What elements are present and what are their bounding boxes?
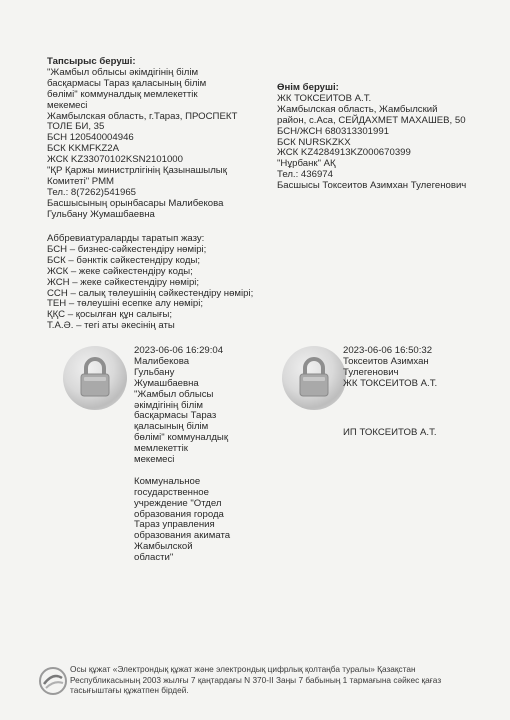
signature-seal-icon — [63, 346, 127, 410]
footer-line: Осы құжат «Электрондық құжат және электрондық цифрлық қолтаңба туралы» Қазақстан — [70, 664, 416, 674]
producer-line: район, с.Аса, СЕЙДАХМЕТ МАХАШЕВ, 50 — [277, 114, 466, 126]
signature-line: Гульбану — [134, 366, 175, 378]
lock-icon — [77, 356, 113, 400]
signature-datetime: 2023-06-06 16:29:04 — [134, 345, 224, 356]
signature-line-ru: области" — [134, 552, 174, 564]
customer-line: ЖСК KZ33070102KSN2101000 — [47, 154, 183, 166]
signature-line: Малибекова — [134, 355, 190, 367]
producer-line: БСК NURSKZKX — [277, 136, 351, 148]
signature-datetime: 2023-06-06 16:50:32 — [343, 345, 433, 356]
customer-line: басқармасы Тараз қаласының білім — [47, 77, 207, 89]
producer-line: Жамбылская область, Жамбылский — [277, 103, 438, 115]
signature-line-ru: учреждение "Отдел — [134, 497, 222, 509]
signature-seal-icon — [282, 346, 346, 410]
customer-line: бөлімі" коммуналдық мемлекеттік — [47, 88, 198, 100]
producer-line: ЖСК KZ4284913KZ000670399 — [277, 147, 411, 159]
abbreviation-item: ҚҚС – қосылған құн салығы; — [47, 309, 173, 321]
producer-line: "Нұрбанк" АҚ — [277, 158, 336, 170]
customer-block — [47, 57, 282, 221]
footer-line: Республикасының 2003 жылғы 7 қаңтардағы N 370-II Заңы 7 бабының 1 тармағына сәйкес қағаз — [70, 674, 442, 685]
producer-line: ЖК ТОКСЕИТОВ А.Т. — [277, 92, 372, 104]
abbreviation-item: Т.А.Ә. – тегі аты әкесінің аты — [47, 320, 175, 332]
abbreviations-block — [47, 234, 253, 332]
customer-line: БСН 120540004946 — [47, 132, 134, 144]
abbreviation-item: БСН – бизнес-сәйкестендіру нөмірі; — [47, 243, 207, 255]
customer-line: Басшысының орынбасары Малибекова — [47, 197, 224, 209]
customer-line: Комитеті" РММ — [47, 175, 115, 187]
signature-line: мемлекеттік — [134, 443, 188, 455]
signature-line-ru: Коммунальное — [134, 475, 201, 487]
producer-line: Тел.: 436974 — [277, 169, 333, 181]
producer-heading: Өнім беруші: — [277, 82, 339, 93]
lock-icon — [296, 356, 332, 400]
customer-signature — [134, 346, 230, 564]
signature-line: әкімдігінің білім — [134, 399, 203, 411]
customer-line: Тел.: 8(7262)541965 — [47, 186, 137, 198]
customer-line: Жамбылская область, г.Тараз, ПРОСПЕКТ — [47, 110, 238, 122]
customer-heading: Тапсырыс беруші: — [47, 56, 136, 67]
producer-line: Басшысы Токсеитов Азимхан Тулегенович — [277, 180, 467, 192]
signature-line-ru: Тараз управления — [134, 519, 215, 531]
signature-line: Токсеитов Азимхан — [343, 355, 429, 367]
customer-line: "ҚР Қаржы министрлігінің Қазынашылық — [47, 165, 227, 177]
abbreviations-heading: Аббревиатураларды таратып жазу: — [47, 233, 205, 244]
producer-signature — [343, 346, 437, 390]
producer-block — [277, 83, 497, 192]
customer-line: ТОЛЕ БИ, 35 — [47, 121, 105, 133]
customer-line: БСК KKMFKZ2A — [47, 143, 120, 155]
customer-line: мекемесі — [47, 99, 88, 111]
signature-line: бөлімі" коммуналдық — [134, 432, 229, 444]
signature-line: мекемесі — [134, 454, 175, 466]
abbreviation-item: ССН – салық төлеушінің сәйкестендіру нөмірі; — [47, 287, 254, 299]
signature-line: басқармасы Тараз — [134, 410, 217, 422]
customer-line: "Жамбыл облысы әкімдігінің білім — [47, 66, 199, 78]
signature-line-ru: образования акимата — [134, 530, 231, 542]
abbreviation-item: ЖСН – жеке сәйкестендіру нөмірі; — [47, 276, 200, 288]
producer-ip-label: ИП ТОКСЕИТОВ А.Т. — [343, 427, 437, 438]
signature-line: "Жамбыл облысы — [134, 388, 214, 400]
signature-line-ru: образования города — [134, 508, 224, 520]
signature-line: қаласының білім — [134, 421, 209, 433]
signature-line: Тулегенович — [343, 366, 399, 378]
footer-line: тасығыштағы құжатпен бірдей. — [70, 685, 189, 696]
abbreviation-item: БСК – бәнктік сәйкестендіру коды; — [47, 254, 201, 266]
signature-line-ru: Жамбылской — [134, 541, 193, 553]
customer-line: Гульбану Жумашбаевна — [47, 208, 155, 220]
footer-notice — [38, 660, 483, 708]
egov-logo-icon — [38, 666, 68, 696]
signature-line: ЖК ТОКСЕИТОВ А.Т. — [343, 377, 438, 389]
abbreviation-item: ЖСК – жеке сәйкестендіру коды; — [47, 265, 193, 277]
abbreviation-item: ТЕН – төлеушіні есепке алу нөмірі; — [47, 298, 203, 310]
signature-line: Жумашбаевна — [134, 377, 199, 389]
signature-line-ru: государственное — [134, 486, 209, 498]
producer-line: БСН/ЖСН 680313301991 — [277, 125, 390, 137]
